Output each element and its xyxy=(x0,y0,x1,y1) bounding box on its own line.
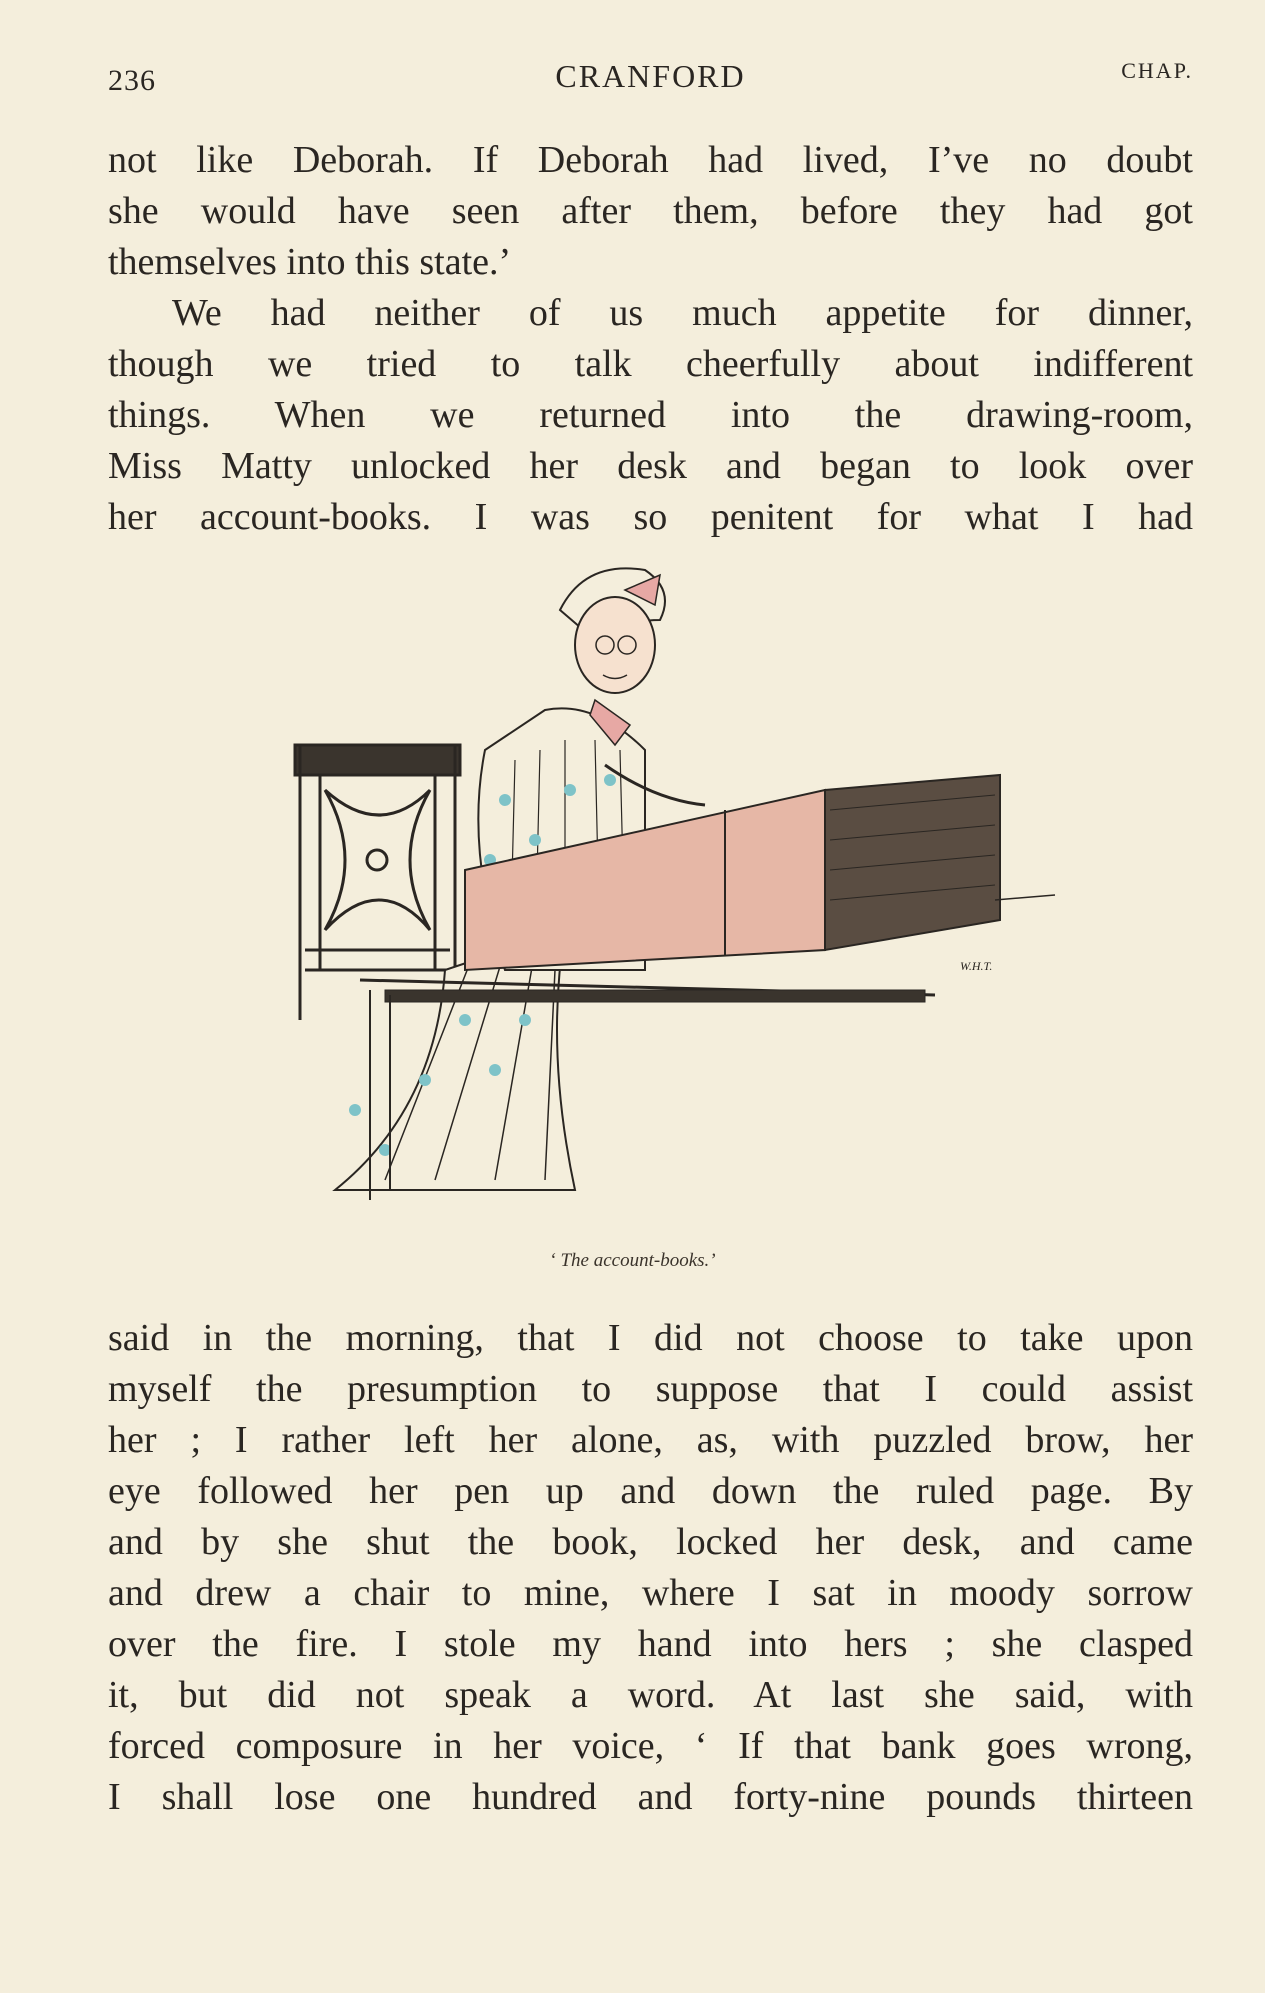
text-line: forced composure in her voice, ‘ If that bank goes wrong, xyxy=(108,1725,1193,1767)
page-header xyxy=(108,58,1193,108)
chapter-label: CHAP. xyxy=(1121,58,1193,83)
text-line: We had neither of us much appetite for dinner, xyxy=(172,292,1193,334)
text-line: not like Deborah. If Deborah had lived, I’ve no doubt xyxy=(108,139,1193,181)
text-line: myself the presumption to suppose that I could assist xyxy=(108,1368,1193,1410)
illustration-caption: ‘ The account-books.’ xyxy=(549,1250,716,1271)
text-line: her account-books. I was so penitent for what I had xyxy=(108,496,1193,538)
text-line: over the fire. I stole my hand into hers ; she clasped xyxy=(108,1623,1193,1665)
top-text-block xyxy=(108,135,1193,543)
text-line: things. When we returned into the drawing-room, xyxy=(108,394,1193,436)
text-line: I shall lose one hundred and forty-nine pounds thirteen xyxy=(108,1776,1193,1818)
text-line: and by she shut the book, locked her desk, and came xyxy=(108,1521,1193,1563)
text-line: Miss Matty unlocked her desk and began to look over xyxy=(108,445,1193,487)
running-title: CRANFORD xyxy=(555,58,746,94)
text-line: said in the morning, that I did not choose to take upon xyxy=(108,1317,1193,1359)
text-line: eye followed her pen up and down the ruled page. By xyxy=(108,1470,1193,1512)
page-number: 236 xyxy=(108,64,156,97)
text-line: themselves into this state.’ xyxy=(108,241,512,283)
artist-signature: W.H.T. xyxy=(960,959,993,973)
text-line: though we tried to talk cheerfully about indifferent xyxy=(108,343,1193,385)
text-line: it, but did not speak a word. At last she said, with xyxy=(108,1674,1193,1716)
bottom-text-block xyxy=(108,1313,1193,1823)
text-line: her ; I rather left her alone, as, with puzzled brow, her xyxy=(108,1419,1193,1461)
chair-drawing xyxy=(295,745,460,1020)
text-line: she would have seen after them, before they had got xyxy=(108,190,1193,232)
account-books-illustration xyxy=(265,550,1065,1250)
text-line: and drew a chair to mine, where I sat in moody sorrow xyxy=(108,1572,1193,1614)
